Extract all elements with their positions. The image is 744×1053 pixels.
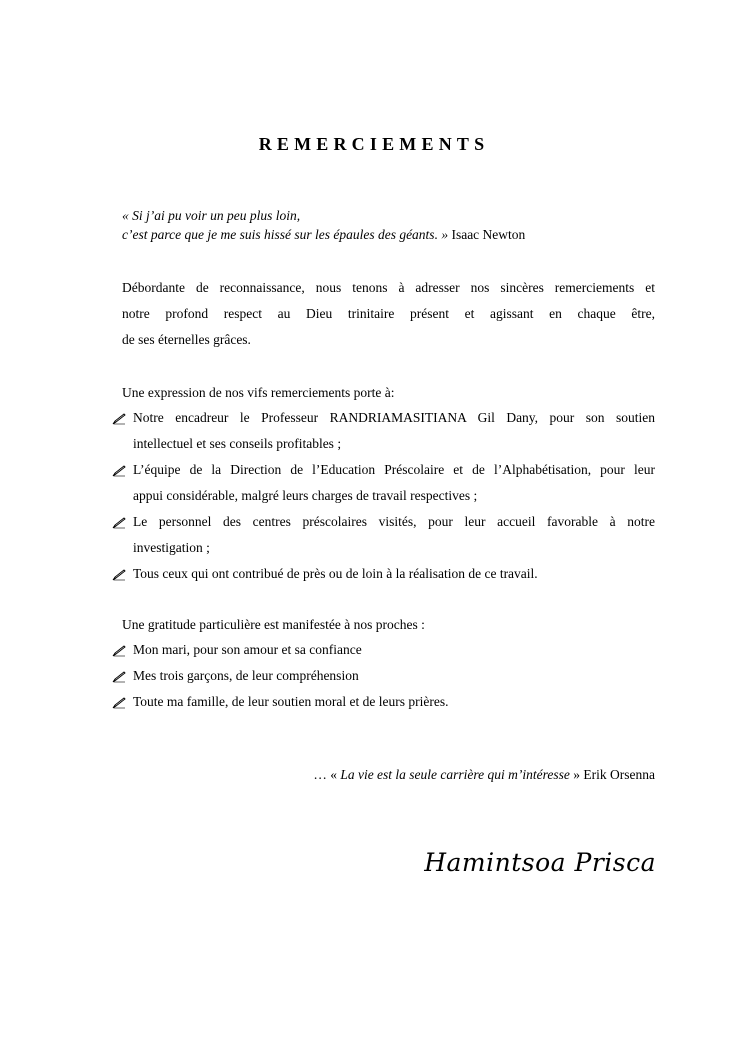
pencil-bullet-icon	[112, 645, 126, 657]
pencil-bullet-icon	[112, 517, 126, 529]
paragraph-line-3: de ses éternelles grâces.	[122, 332, 251, 347]
list-item-line-1: L’équipe de la Direction de l’Education Préscolaire et de l’Alphabétisation, pour leur	[133, 462, 655, 477]
list-item-line-2: investigation ;	[133, 540, 210, 555]
list-item	[112, 637, 655, 663]
paragraph-line-2: notre profond respect au Dieu trinitaire présent et agissant en chaque être,	[122, 306, 655, 321]
opening-quote-author: Isaac Newton	[451, 227, 526, 242]
section-2-intro: Une gratitude particulière est manifestée à nos proches :	[122, 617, 425, 632]
opening-quote-line-2: c’est parce que je me suis hissé sur les épaules des géants. »	[122, 227, 449, 242]
pencil-bullet-icon	[112, 413, 126, 425]
gratitude-paragraph	[122, 275, 655, 353]
list-item	[112, 689, 655, 715]
opening-quote-line-1: « Si j’ai pu voir un peu plus loin,	[122, 208, 301, 223]
pencil-bullet-icon	[112, 465, 126, 477]
list-item	[112, 509, 655, 561]
list-item-line-2: intellectuel et ses conseils profitables ;	[133, 436, 342, 451]
acknowledgement-list	[112, 405, 655, 587]
list-item-line-2: appui considérable, malgré leurs charges de travail respectives ;	[133, 488, 478, 503]
list-item	[112, 405, 655, 457]
closing-quote-author: Erik Orsenna	[580, 767, 655, 782]
list-item-text: Mon mari, pour son amour et sa confiance	[133, 642, 362, 657]
list-item-text: Toute ma famille, de leur soutien moral et de leurs prières.	[133, 694, 449, 709]
signature: Hamintsoa Prisca	[424, 848, 656, 877]
list-item	[112, 457, 655, 509]
page-title: REMERCIEMENTS	[258, 134, 490, 154]
list-item	[112, 561, 655, 587]
family-list	[112, 637, 655, 715]
section-1-intro: Une expression de nos vifs remerciements porte à:	[122, 385, 395, 400]
paragraph-line-1: Débordante de reconnaissance, nous tenons à adresser nos sincères remerciements et	[122, 280, 655, 295]
list-item-line-1: Tous ceux qui ont contribué de près ou de loin à la réalisation de ce travail.	[133, 566, 538, 581]
opening-quote	[122, 206, 655, 244]
closing-quote-prefix: … «	[313, 767, 341, 782]
pencil-bullet-icon	[112, 697, 126, 709]
list-item-text: Mes trois garçons, de leur compréhension	[133, 668, 359, 683]
closing-quote	[313, 767, 655, 783]
closing-quote-suffix: »	[569, 767, 581, 782]
pencil-bullet-icon	[112, 569, 126, 581]
list-item-line-1: Notre encadreur le Professeur RANDRIAMASITIANA Gil Dany, pour son soutien	[133, 410, 655, 425]
closing-quote-text: La vie est la seule carrière qui m’intéresse	[340, 767, 570, 782]
list-item-line-1: Le personnel des centres préscolaires visités, pour leur accueil favorable à notre	[133, 514, 655, 529]
pencil-bullet-icon	[112, 671, 126, 683]
list-item	[112, 663, 655, 689]
